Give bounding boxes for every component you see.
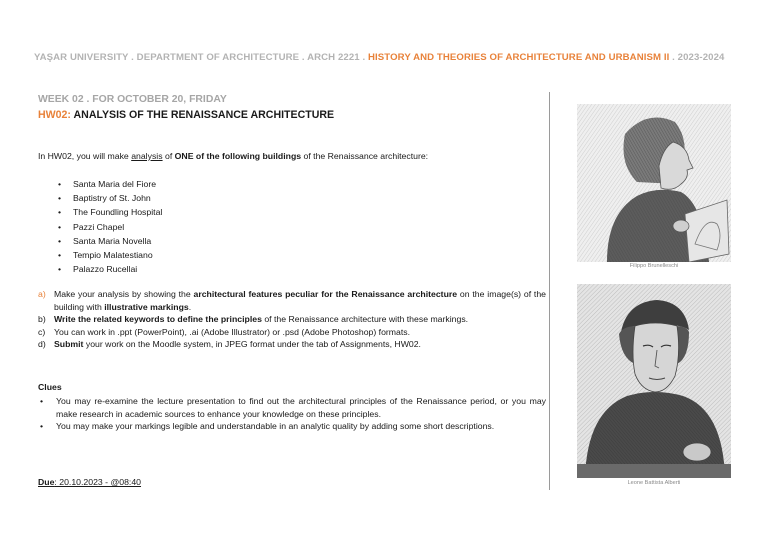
list-item: • Baptistry of St. John [55, 191, 162, 205]
task-text: of the Renaissance architecture with these markings. [261, 314, 469, 325]
homework-code: HW02: [38, 109, 71, 121]
intro-text-3: of [162, 151, 175, 161]
task-text: your work on the Moodle system, in JPEG format under the tab of Assignments, HW02. [83, 339, 421, 350]
due-value: : 20.10.2023 - @08:40 [54, 477, 142, 487]
list-item: • Santa Maria Novella [55, 234, 162, 248]
task-text-bold: Submit [54, 339, 84, 350]
portrait-caption: Leone Battista Alberti [627, 480, 681, 486]
document-header [34, 52, 744, 63]
header-course-title: HISTORY AND THEORIES OF ARCHITECTURE AND URBANISM II [368, 52, 670, 63]
task-text-bold: illustrative markings [104, 301, 189, 312]
task-text-bold: architectural features peculiar for the Renaissance architecture [193, 289, 458, 299]
column-divider [549, 92, 550, 490]
list-item: • Palazzo Rucellai [55, 262, 162, 276]
task-text: on the image(s) of the building with [54, 289, 547, 312]
list-item: • You may re-examine the lecture presentation to find out the architectural principles of the Renaissance period, or you may make research in academic sources to enhance your knowledge on these principles. [38, 395, 546, 420]
task-marker: a) [38, 289, 46, 299]
intro-text-5: of the Renaissance architecture: [301, 151, 429, 161]
header-year: . 2023-2024 [669, 52, 725, 63]
due-date [38, 477, 141, 487]
header-course-code: ARCH 2221 [307, 52, 360, 63]
task-c [38, 326, 546, 339]
task-marker: c) [38, 326, 46, 337]
list-item: • The Foundling Hospital [55, 205, 162, 219]
task-text: Make your analysis by showing the [54, 289, 194, 299]
week-label: WEEK 02 . FOR OCTOBER 20, FRIDAY [38, 94, 227, 105]
intro-text-bold: ONE of the following buildings [174, 151, 302, 161]
portrait-engraving [577, 284, 731, 478]
list-item: • Pazzi Chapel [55, 220, 162, 234]
portrait-caption: Filippo Brunelleschi [629, 263, 679, 269]
clues-heading: Clues [38, 382, 62, 392]
clues-list [38, 395, 546, 433]
task-text: . [188, 301, 192, 312]
header-separator: . [359, 52, 369, 63]
header-university: YAŞAR UNIVERSITY . DEPARTMENT OF ARCHITECTURE . [34, 52, 308, 63]
list-item: • You may make your markings legible and understandable in an analytic quality by adding some short descriptions. [38, 420, 546, 433]
task-d [38, 338, 546, 351]
task-b [38, 313, 546, 326]
task-text-bold: Write the related keywords to define the principles [54, 314, 262, 325]
portrait-image [577, 284, 731, 478]
list-item: • Santa Maria del Fiore [55, 177, 162, 191]
task-text: You can work in .ppt (PowerPoint), .ai (Adobe Illustrator) or .psd (Adobe Photoshop) formats. [54, 326, 411, 337]
portrait-image [577, 104, 731, 262]
list-item: • Tempio Malatestiano [55, 248, 162, 262]
intro-text-1: In HW02, you will make [38, 151, 132, 161]
buildings-list [55, 177, 162, 276]
homework-title [38, 109, 334, 121]
due-label: Due [38, 477, 55, 487]
intro-text-analysis: analysis [131, 151, 163, 161]
tasks-list [38, 288, 546, 351]
task-a [38, 288, 546, 313]
homework-title-text: ANALYSIS OF THE RENAISSANCE ARCHITECTURE [70, 109, 335, 121]
task-marker: d) [38, 339, 46, 350]
intro-paragraph [38, 151, 543, 161]
portrait-engraving [577, 104, 731, 262]
task-marker: b) [38, 314, 46, 325]
